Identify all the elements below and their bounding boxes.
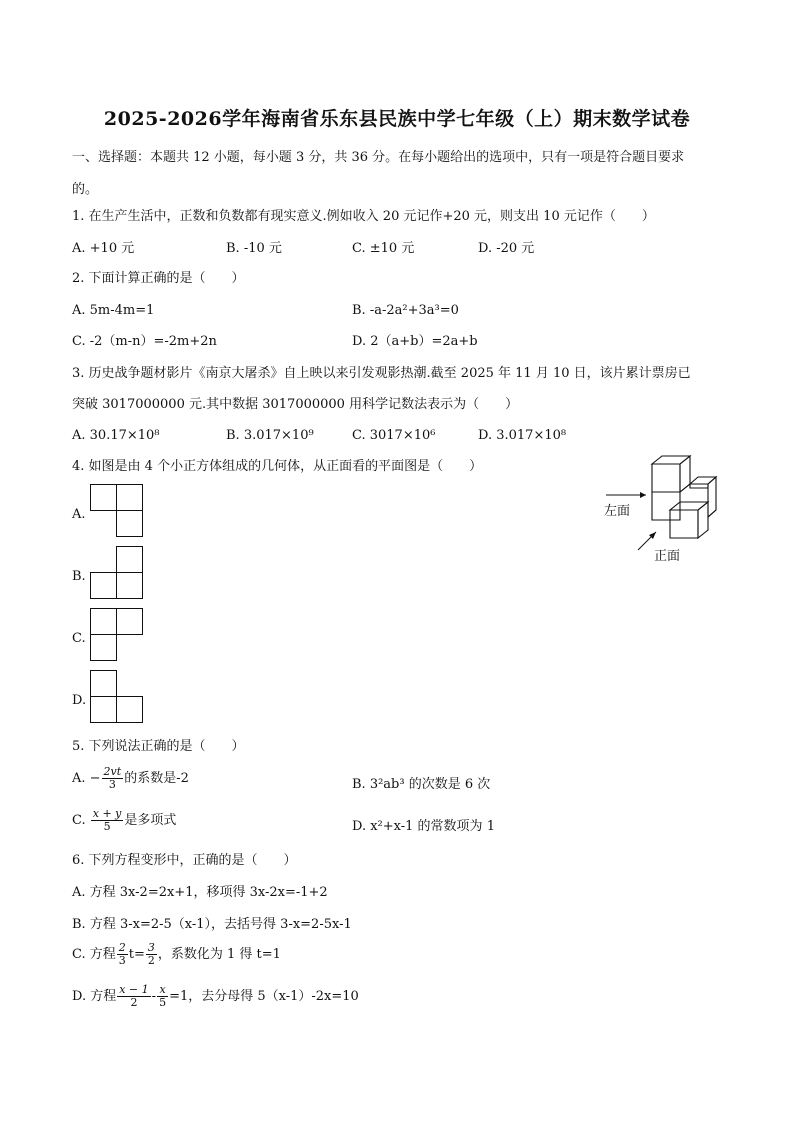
q5-option-a-fraction (102, 766, 124, 791)
q5-option-c-fraction (91, 808, 124, 833)
q4-option-c-label: C. (72, 631, 86, 646)
q5-stem: 5. 下列说法正确的是（ ） (72, 739, 245, 754)
q5-option-c-prefix: C. (72, 813, 86, 828)
fraction-numerator: x − 1 (119, 983, 149, 996)
q4-option-a-figure (90, 484, 144, 538)
q6-option-d-prefix: D. 方程 (72, 989, 117, 1004)
q4-option-d-label: D. (72, 693, 87, 708)
q4-option-b-label: B. (72, 569, 86, 584)
q6-option-c-prefix: C. 方程 (72, 947, 116, 962)
q6-option-c-fraction-1 (117, 942, 128, 967)
q6-option-c (72, 942, 281, 967)
q1-option-a: A. +10 元 (72, 241, 135, 256)
fraction-denominator: 3 (118, 954, 126, 967)
q6-option-b: B. 方程 3-x=2-5（x-1），去括号得 3-x=2-5x-1 (72, 917, 352, 932)
q6-option-c-suffix: ，系数化为 1 得 t=1 (157, 947, 281, 962)
fraction-denominator: 2 (147, 954, 155, 967)
fraction-numerator: 3 (147, 941, 155, 954)
q3-stem-line1: 3. 历史战争题材影片《南京大屠杀》自上映以来引发观影热潮.截至 2025 年 11 月 10 日，该片累计票房已 (72, 366, 691, 381)
q2-option-d: D. 2（a+b）=2a+b (352, 334, 478, 349)
q5-option-a (72, 766, 189, 791)
q6-option-d-fraction-1 (117, 984, 150, 1009)
q2-stem: 2. 下面计算正确的是（ ） (72, 271, 245, 286)
q2-option-b: B. -a-2a²+3a³=0 (352, 303, 459, 318)
q2-option-a: A. 5m-4m=1 (72, 303, 155, 318)
fraction-denominator: 5 (91, 820, 124, 833)
q3-option-a: A. 30.17×10⁸ (72, 428, 160, 443)
q6-option-d-fraction-2 (157, 984, 168, 1009)
q2-option-c: C. -2（m-n）=-2m+2n (72, 334, 217, 349)
q6-option-d (72, 984, 359, 1009)
q4-figure-left-label: 左面 (604, 504, 631, 519)
q5-option-b: B. 3²ab³ 的次数是 6 次 (352, 777, 491, 792)
q4-option-b-figure (90, 546, 144, 600)
q5-option-a-suffix: 的系数是-2 (124, 771, 189, 786)
q5-option-c (72, 808, 176, 833)
q6-stem: 6. 下列方程变形中，正确的是（ ） (72, 853, 297, 868)
section-heading-line1: 一、选择题：本题共 12 小题，每小题 3 分，共 36 分。在每小题给出的选项中，只有一项是符合题目要求 (72, 150, 685, 165)
fraction-numerator: 2vt (103, 765, 122, 778)
fraction-denominator: 3 (102, 778, 124, 791)
q5-option-c-suffix: 是多项式 (124, 813, 177, 828)
fraction-denominator: 2 (117, 996, 150, 1009)
q4-option-a-label: A. (72, 507, 86, 522)
q6-option-d-suffix: =1，去分母得 5（x-1）-2x=10 (169, 989, 359, 1004)
q3-stem-line2: 突破 3017000000 元.其中数据 3017000000 用科学记数法表示为（ ） (72, 397, 519, 412)
q5-option-d: D. x²+x-1 的常数项为 1 (352, 819, 495, 834)
q6-option-c-mid: t= (128, 947, 145, 962)
q4-stem: 4. 如图是由 4 个小正方体组成的几何体，从正面看的平面图是（ ） (72, 459, 483, 474)
q3-option-d: D. 3.017×10⁸ (478, 428, 567, 443)
q1-option-b: B. -10 元 (226, 241, 282, 256)
q1-option-c: C. ±10 元 (352, 241, 415, 256)
q4-option-d-figure (90, 670, 144, 724)
q5-option-a-prefix: A. − (72, 771, 101, 786)
q4-option-c-figure (90, 608, 144, 662)
q6-option-a: A. 方程 3x-2=2x+1，移项得 3x-2x=-1+2 (72, 885, 328, 900)
fraction-numerator: 2 (118, 941, 126, 954)
fraction-numerator: x (159, 983, 166, 996)
q3-option-c: C. 3017×10⁶ (352, 428, 436, 443)
fraction-denominator: 5 (159, 996, 167, 1009)
q6-option-d-mid: - (151, 989, 157, 1004)
q1-option-d: D. -20 元 (478, 241, 535, 256)
q3-option-b: B. 3.017×10⁹ (226, 428, 314, 443)
q6-option-c-fraction-2 (146, 942, 157, 967)
q1-stem: 1. 在生产生活中，正数和负数都有现实意义.例如收入 20 元记作+20 元，则支出 10 元记作（ ） (72, 209, 655, 224)
fraction-numerator: x + y (92, 807, 122, 820)
q4-figure-front-label: 正面 (654, 549, 681, 564)
section-heading-line2: 的。 (72, 182, 99, 197)
page-title: 2025-2026学年海南省乐东县民族中学七年级（上）期末数学试卷 (103, 108, 691, 130)
